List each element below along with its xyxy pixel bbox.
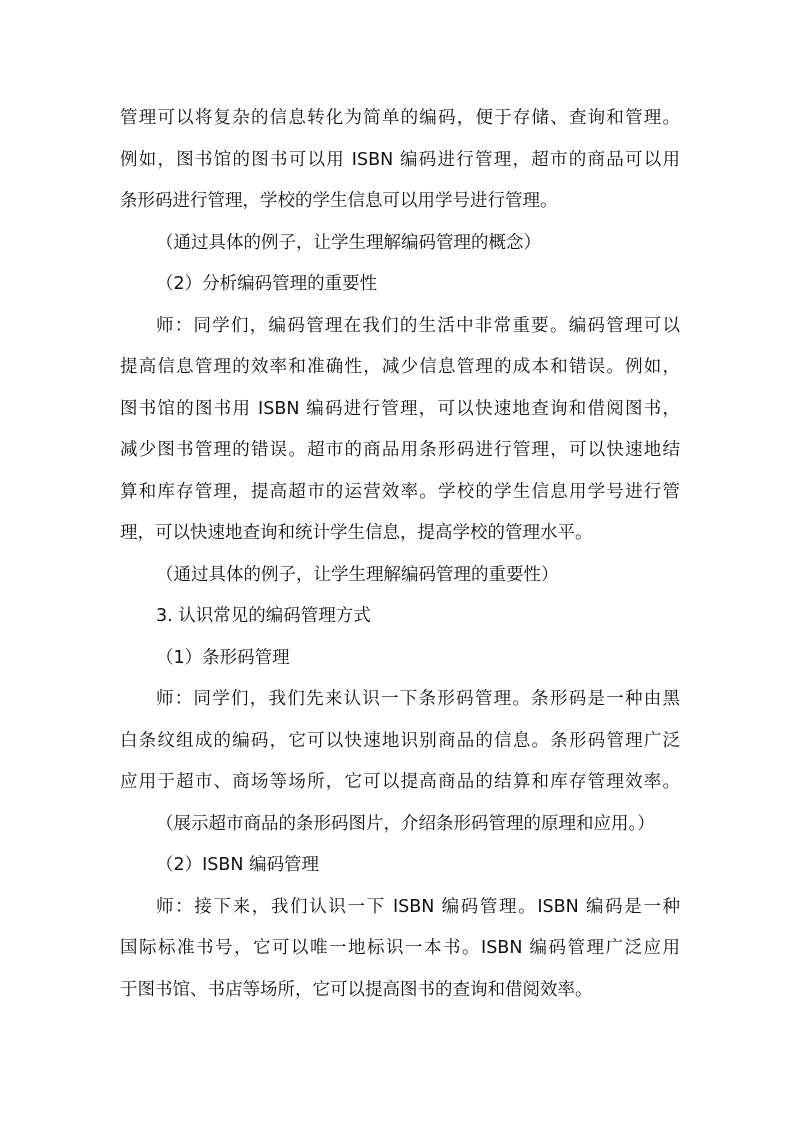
section-heading: 3. 认识常见的编码管理方式 bbox=[156, 606, 371, 626]
paragraph-line: 图书馆的图书用 ISBN 编码进行管理，可以快速地查询和借阅图书， bbox=[120, 398, 680, 419]
paragraph-line: 师：同学们，编码管理在我们的生活中非常重要。编码管理可以 bbox=[156, 315, 680, 336]
paragraph-line: 算和库存管理，提高超市的运营效率。学校的学生信息用学号进行管 bbox=[120, 481, 680, 502]
subsection-heading: （2）分析编码管理的重要性 bbox=[156, 274, 378, 294]
subsection-heading: （1）条形码管理 bbox=[156, 647, 290, 668]
subsection-heading: （2）ISBN 编码管理 bbox=[156, 855, 320, 875]
paragraph-line: 应用于超市、商场等场所，它可以提高商品的结算和库存管理效率。 bbox=[120, 772, 680, 792]
teaching-note: （展示超市商品的条形码图片，介绍条形码管理的原理和应用。） bbox=[156, 813, 655, 834]
paragraph-line: 国际标准书号，它可以唯一地标识一本书。ISBN 编码管理广泛应用 bbox=[120, 938, 680, 958]
paragraph-line: 白条纹组成的编码，它可以快速地识别商品的信息。条形码管理广泛 bbox=[120, 730, 680, 751]
paragraph-line: 师：同学们，我们先来认识一下条形码管理。条形码是一种由黑 bbox=[156, 689, 680, 709]
teaching-note: （通过具体的例子，让学生理解编码管理的概念） bbox=[156, 232, 541, 253]
teaching-note: （通过具体的例子，让学生理解编码管理的重要性） bbox=[156, 564, 559, 585]
paragraph-line: 条形码进行管理，学校的学生信息可以用学号进行管理。 bbox=[120, 191, 558, 211]
paragraph-line: 师：接下来，我们认识一下 ISBN 编码管理。ISBN 编码是一种 bbox=[156, 896, 680, 917]
paragraph-line: 管理可以将复杂的信息转化为简单的编码，便于存储、查询和管理。 bbox=[120, 108, 680, 128]
document-body bbox=[120, 98, 680, 1011]
paragraph-line: 提高信息管理的效率和准确性，减少信息管理的成本和错误。例如， bbox=[120, 357, 680, 377]
paragraph-line: 于图书馆、书店等场所，它可以提高图书的查询和借阅效率。 bbox=[120, 979, 593, 1000]
paragraph-line: 减少图书管理的错误。超市的商品用条形码进行管理，可以快速地结 bbox=[120, 440, 680, 460]
paragraph-line: 理，可以快速地查询和统计学生信息，提高学校的管理水平。 bbox=[120, 523, 593, 543]
paragraph-line: 例如，图书馆的图书可以用 ISBN 编码进行管理，超市的商品可以用 bbox=[120, 149, 680, 170]
